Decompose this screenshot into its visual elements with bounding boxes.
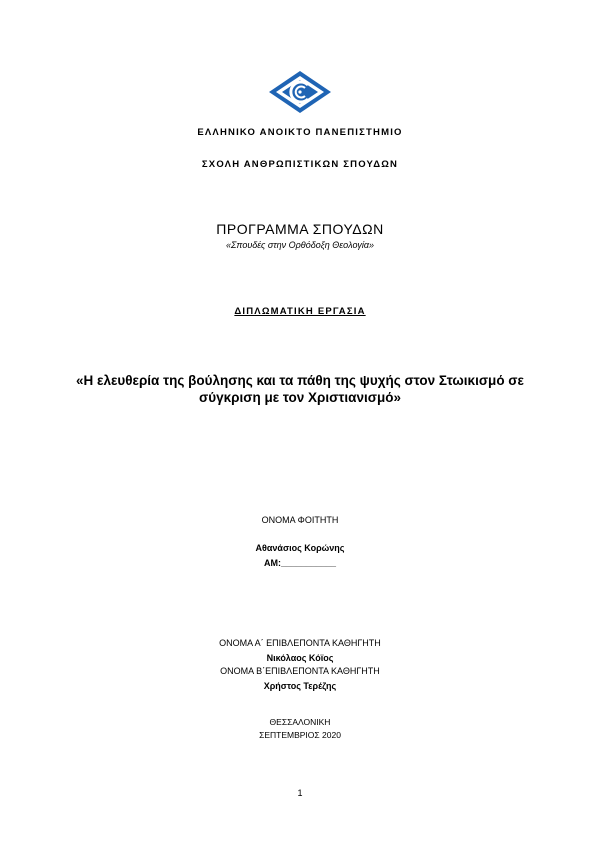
page-number: 1 bbox=[297, 788, 303, 798]
logo-dot bbox=[298, 90, 301, 93]
city: ΘΕΣΣΑΛΟΝΙΚΗ bbox=[269, 717, 331, 727]
program-subtitle: «Σπουδές στην Ορθόδοξη Θεολογία» bbox=[226, 240, 374, 250]
program-title: ΠΡΟΓΡΑΜΜΑ ΣΠΟΥΔΩΝ bbox=[216, 221, 384, 237]
student-am: ΑΜ:___________ bbox=[263, 558, 337, 568]
school-name: ΣΧΟΛΗ ΑΝΘΡΩΠΙΣΤΙΚΩΝ ΣΠΟΥΔΩΝ bbox=[201, 159, 399, 170]
thesis-title-line1: «Η ελευθερία της βούλησης και τα πάθη της ψυχής στον Στωικισμό σε bbox=[76, 373, 524, 388]
date: ΣΕΠΤΕΜΒΡΙΟΣ 2020 bbox=[259, 730, 341, 740]
supervisor-b-label: ΟΝΟΜΑ Β΄ΕΠΙΒΛΕΠΟΝΤΑ ΚΑΘΗΓΗΤΗ bbox=[220, 666, 380, 676]
supervisor-a-name: Νικόλαος Κόϊος bbox=[266, 653, 334, 663]
university-logo bbox=[268, 70, 332, 114]
supervisor-b-name: Χρήστος Τερέζης bbox=[263, 681, 337, 691]
student-label: ΟΝΟΜΑ ΦΟΙΤΗΤΗ bbox=[261, 515, 339, 525]
university-name: ΕΛΛΗΝΙΚΟ ΑΝΟΙΚΤΟ ΠΑΝΕΠΙΣΤΗΜΙΟ bbox=[197, 127, 403, 138]
student-name: Αθανάσιος Κορώνης bbox=[255, 543, 345, 553]
supervisor-a-label: ΟΝΟΜΑ Α΄ ΕΠΙΒΛΕΠΟΝΤΑ ΚΑΘΗΓΗΤΗ bbox=[219, 638, 381, 648]
thesis-title-line2: σύγκριση με τον Χριστιανισμό» bbox=[199, 390, 401, 405]
thesis-type: ΔΙΠΛΩΜΑΤΙΚΗ ΕΡΓΑΣΙΑ bbox=[234, 306, 366, 317]
